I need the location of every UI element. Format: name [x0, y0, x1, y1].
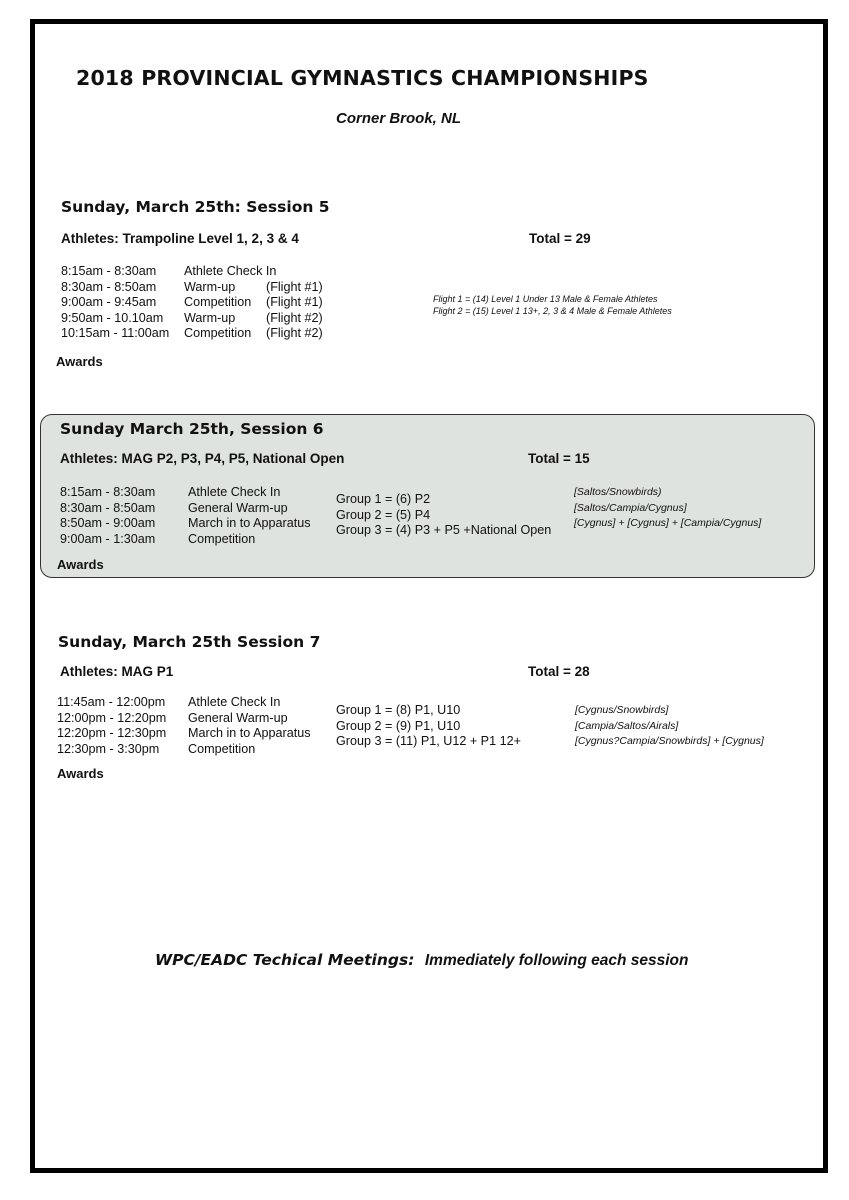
schedule-flight: (Flight #2)	[266, 326, 323, 341]
flight-notes	[433, 293, 672, 317]
schedule-activity: General Warm-up	[188, 710, 288, 725]
schedule-activity: Athlete Check In	[188, 695, 281, 709]
schedule-activity: Athlete Check In	[184, 264, 277, 278]
schedule-times	[57, 695, 166, 757]
schedule-flight: (Flight #1)	[266, 279, 323, 294]
schedule-time: 9:00am - 1:30am	[60, 531, 156, 546]
schedule-flight: (Flight #1)	[266, 295, 323, 310]
schedule-activities	[188, 695, 311, 757]
group-clubs: [Campia/Saltos/Airals]	[575, 719, 679, 732]
document-title: 2018 PROVINCIAL GYMNASTICS CHAMPIONSHIPS	[76, 66, 649, 90]
schedule-flight: (Flight #2)	[266, 310, 323, 325]
page-frame	[30, 19, 828, 1173]
group-label: Group 3 = (4) P3 + P5 +National Open	[336, 523, 552, 538]
schedule-time: 8:30am - 8:50am	[60, 500, 156, 515]
athletes-line: Athletes: MAG P2, P3, P4, P5, National Open	[60, 451, 345, 466]
awards-label: Awards	[57, 766, 104, 781]
schedule-time: 9:00am - 9:45am	[61, 295, 157, 310]
schedule-time: 12:30pm - 3:30pm	[57, 741, 160, 756]
group-label: Group 1 = (6) P2	[336, 492, 431, 506]
group-clubs: [Cygnus/Snowbirds]	[575, 704, 669, 716]
awards-label: Awards	[57, 557, 104, 572]
schedule-time: 10:15am - 11:00am	[61, 326, 170, 341]
technical-meetings-label: WPC/EADC Techical Meetings:	[155, 951, 415, 969]
schedule-activity: Competition	[188, 531, 256, 546]
schedule-time: 8:30am - 8:50am	[61, 279, 157, 294]
session-heading: Sunday March 25th, Session 6	[60, 420, 324, 438]
schedule-times	[60, 485, 155, 547]
total-count: Total = 29	[529, 231, 591, 246]
schedule-activities	[188, 485, 311, 547]
club-list	[575, 703, 764, 750]
schedule-activity: Competition	[184, 295, 252, 310]
schedule-times	[61, 264, 169, 342]
group-list	[336, 492, 551, 539]
schedule-time: 12:20pm - 12:30pm	[57, 726, 167, 741]
total-count: Total = 15	[528, 451, 590, 466]
group-label: Group 2 = (9) P1, U10	[336, 718, 461, 733]
schedule-activity: Competition	[188, 741, 256, 756]
schedule-activity: March in to Apparatus	[188, 516, 311, 531]
schedule-flights	[266, 264, 323, 342]
group-clubs: [Cygnus] + [Cygnus] + [Campia/Cygnus]	[574, 517, 762, 530]
schedule-activity: Athlete Check In	[188, 485, 281, 499]
schedule-time: 8:15am - 8:30am	[61, 264, 157, 278]
schedule-activity: Warm-up	[184, 310, 236, 325]
group-clubs: [Saltos/Snowbirds)	[574, 486, 662, 498]
group-clubs: [Saltos/Campia/Cygnus]	[574, 501, 687, 514]
schedule-activity: Competition	[184, 326, 252, 341]
schedule-activity: March in to Apparatus	[188, 726, 311, 741]
group-label: Group 2 = (5) P4	[336, 507, 431, 522]
schedule-activity: General Warm-up	[188, 500, 288, 515]
schedule-time: 8:15am - 8:30am	[60, 485, 156, 499]
flight-note: Flight 2 = (15) Level 1 13+, 2, 3 & 4 Male & Female Athletes	[433, 306, 672, 316]
flight-note: Flight 1 = (14) Level 1 Under 13 Male & Female Athletes	[433, 294, 658, 304]
club-list	[574, 485, 761, 532]
schedule-time: 11:45am - 12:00pm	[57, 695, 166, 709]
group-label: Group 1 = (8) P1, U10	[336, 703, 461, 717]
schedule-time: 12:00pm - 12:20pm	[57, 710, 167, 725]
athletes-line: Athletes: MAG P1	[60, 664, 174, 679]
technical-meetings-text: Immediately following each session	[424, 952, 689, 969]
group-clubs: [Cygnus?Campia/Snowbirds] + [Cygnus]	[575, 735, 764, 748]
schedule-time: 9:50am - 10.10am	[61, 310, 164, 325]
technical-meetings-note	[155, 951, 688, 970]
total-count: Total = 28	[528, 664, 590, 679]
schedule-time: 8:50am - 9:00am	[60, 516, 156, 531]
group-label: Group 3 = (11) P1, U12 + P1 12+	[336, 734, 521, 749]
athletes-line: Athletes: Trampoline Level 1, 2, 3 & 4	[61, 231, 299, 246]
location: Corner Brook, NL	[336, 110, 462, 127]
schedule-flight	[266, 264, 323, 280]
group-list	[336, 703, 521, 750]
schedule-activity: Warm-up	[184, 279, 236, 294]
session-heading: Sunday, March 25th Session 7	[58, 633, 321, 651]
awards-label: Awards	[56, 354, 103, 369]
schedule-activities	[184, 264, 276, 342]
session-heading: Sunday, March 25th: Session 5	[61, 198, 330, 216]
